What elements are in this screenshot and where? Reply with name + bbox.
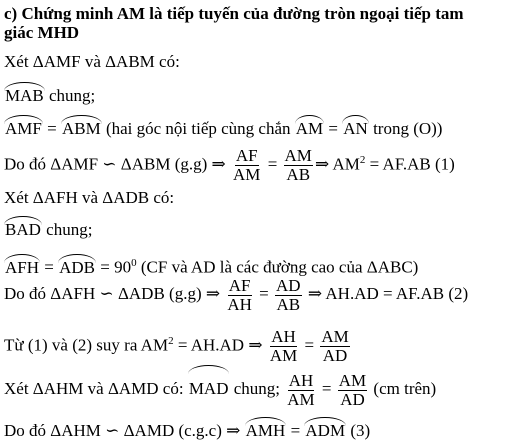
angle-afh: AFH [5, 257, 40, 277]
text: Do đó ΔAHM ∽ ΔAMD (c.g.c) ⇒ [4, 421, 245, 440]
fraction-ad-ab [275, 277, 302, 314]
denominator: AM [269, 346, 298, 366]
fraction-ah-am [286, 372, 315, 409]
line-similar-amf-abm [4, 140, 455, 185]
text: Xét ΔAHM và ΔAMD có: [4, 379, 188, 398]
line-common-angle-bad [4, 220, 92, 240]
numerator: AM [338, 370, 367, 390]
text: chung; [229, 379, 285, 398]
exponent: 2 [168, 335, 174, 347]
heading-line-1: c) Chứng minh AM là tiếp tuyến của đường tròn ngoại tiếp tam [4, 4, 464, 23]
fraction-am-ad [338, 372, 367, 409]
arc-an: AN [343, 119, 368, 138]
arc-am: AM [295, 119, 324, 138]
text: = AH.AD ⇒ [173, 335, 267, 355]
text: trong (O)) [368, 119, 443, 138]
fraction-af-ah [226, 277, 253, 314]
equals: = [42, 119, 61, 138]
numerator: AM [321, 327, 349, 347]
numerator: AD [276, 275, 301, 295]
text: ⇒ AH.AD = AF.AB (2) [303, 284, 469, 303]
text: Từ (1) và (2) suy ra AM [4, 335, 169, 355]
exponent: 2 [359, 154, 366, 166]
numerator: AF [235, 146, 258, 166]
text: chung; [44, 86, 96, 105]
angle-mab: MAB [5, 86, 44, 105]
angle-adm: ADM [305, 421, 346, 440]
fraction-am-ad [320, 328, 349, 365]
angle-amf: AMF [5, 119, 42, 138]
angle-mad: MAD [188, 369, 230, 409]
fraction-am-ab [284, 147, 313, 184]
angle-bad: BAD [5, 220, 41, 239]
equals: = [263, 154, 282, 174]
text: (3) [346, 421, 371, 440]
equals: = [324, 119, 343, 138]
denominator: AM [287, 389, 315, 409]
numerator: AM [284, 146, 312, 166]
denominator: AD [322, 346, 348, 366]
numerator: AH [288, 370, 314, 390]
denominator: AB [286, 165, 311, 185]
line-similar-afh-adb [4, 274, 468, 314]
line-similar-ahm-amd [4, 421, 370, 441]
fraction-ah-am [269, 328, 298, 365]
line-consider-ahm-amd [4, 369, 436, 409]
text: (hai góc nội tiếp cùng chắn [101, 119, 295, 138]
equals: = [254, 284, 274, 303]
text: Do đó ΔAFH ∽ ΔADB (g.g) ⇒ [4, 284, 225, 303]
angle-abm: ABM [61, 119, 101, 138]
equals: = [317, 379, 336, 398]
equals: = [300, 335, 319, 355]
fraction-af-am [232, 147, 261, 184]
text: ⇒ AM [314, 154, 360, 174]
equals: = [40, 257, 59, 277]
denominator: AM [233, 165, 261, 185]
text: = 90 [96, 257, 132, 277]
text: Do đó ΔAMF ∽ ΔABM (g.g) ⇒ [4, 154, 231, 174]
line-consider-afh-adb: Xét ΔAFH và ΔADB có: [4, 188, 175, 207]
line-from-1-and-2 [4, 321, 352, 366]
line-consider-amf-abm: Xét ΔAMF và ΔABM có: [4, 52, 180, 71]
text: chung; [41, 220, 93, 239]
text: = AF.AB (1) [365, 154, 455, 174]
angle-amh: AMH [245, 421, 286, 440]
line-angle-amf-abm [4, 119, 442, 139]
heading-line-2: giác MHD [4, 23, 80, 42]
text: (cm trên) [369, 379, 437, 398]
equals: = [286, 421, 305, 440]
text: (CF và AD là các đường cao của ΔABC) [136, 257, 419, 277]
numerator: AH [271, 327, 296, 347]
denominator: AH [227, 294, 252, 314]
line-common-angle-mab [4, 86, 95, 106]
degree: 0 [131, 257, 137, 269]
numerator: AF [228, 275, 251, 295]
denominator: AB [276, 294, 301, 314]
angle-adb: ADB [59, 257, 96, 277]
denominator: AD [340, 389, 365, 409]
